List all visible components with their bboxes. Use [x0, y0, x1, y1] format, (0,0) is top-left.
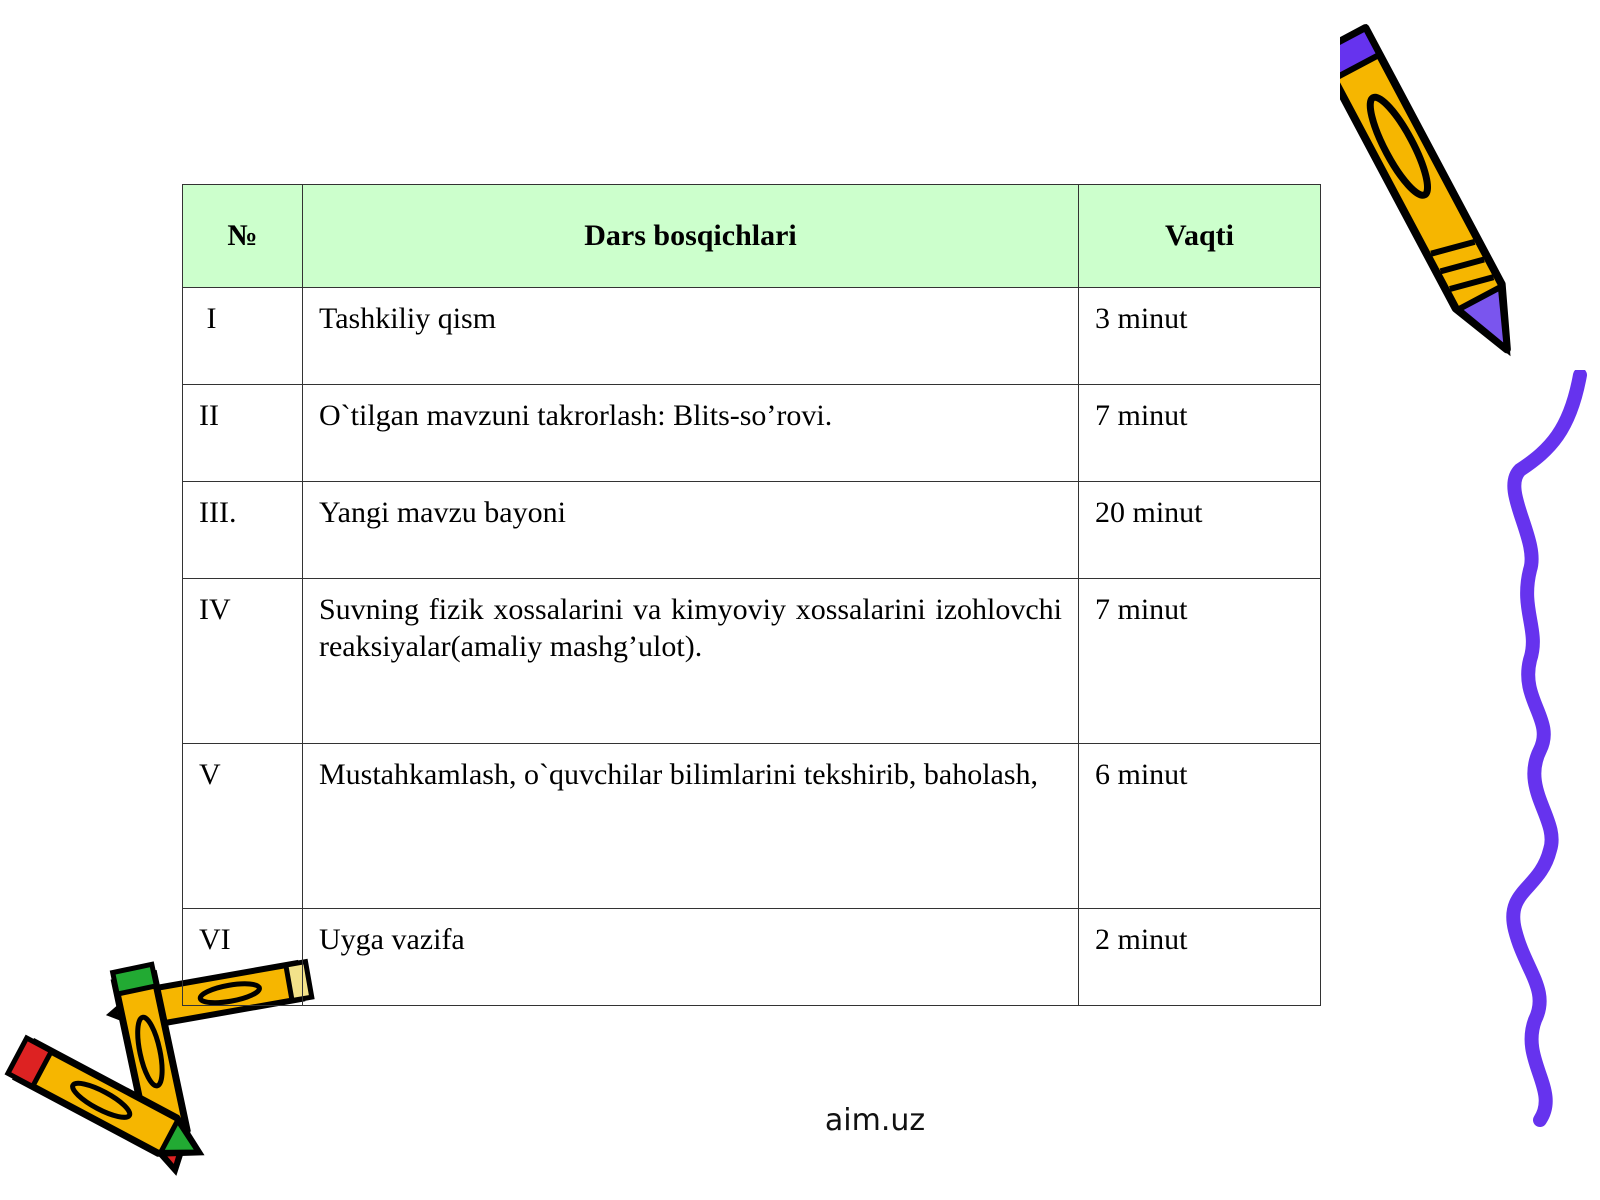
row-number: II — [183, 385, 303, 482]
table-row — [183, 482, 1321, 579]
table-row — [183, 288, 1321, 385]
row-time: 7 minut — [1079, 385, 1321, 482]
row-stage: Yangi mavzu bayoni — [303, 482, 1079, 579]
row-number: III. — [183, 482, 303, 579]
table-row — [183, 385, 1321, 482]
row-stage: O`tilgan mavzuni takrorlash: Blits-so’rovi. — [303, 385, 1079, 482]
squiggle-line — [1500, 370, 1600, 1130]
row-stage: Suvning fizik xossalarini va kimyoviy xossalarini izohlovchi reaksiyalar(amaliy mashg’ulot). — [303, 579, 1079, 744]
table-row — [183, 579, 1321, 744]
header-number: № — [183, 185, 303, 288]
row-number: VI — [183, 909, 303, 1006]
footer-site: aim.uz — [824, 1103, 926, 1138]
pencil-icon — [1340, 5, 1560, 380]
row-time: 2 minut — [1079, 909, 1321, 1006]
table-header-row — [183, 185, 1321, 288]
row-stage: Mustahkamlash, o`quvchilar bilimlarini tekshirib, baholash, — [303, 744, 1079, 909]
lesson-stages-table — [182, 184, 1321, 1006]
table-row — [183, 744, 1321, 909]
row-stage: Tashkiliy qism — [303, 288, 1079, 385]
row-time: 3 minut — [1079, 288, 1321, 385]
row-stage: Uyga vazifa — [303, 909, 1079, 1006]
table-row — [183, 909, 1321, 1006]
row-time: 20 minut — [1079, 482, 1321, 579]
row-number: IV — [183, 579, 303, 744]
row-time: 7 minut — [1079, 579, 1321, 744]
header-stages: Dars bosqichlari — [303, 185, 1079, 288]
header-time: Vaqti — [1079, 185, 1321, 288]
row-number: I — [183, 288, 303, 385]
row-number: V — [183, 744, 303, 909]
row-time: 6 minut — [1079, 744, 1321, 909]
